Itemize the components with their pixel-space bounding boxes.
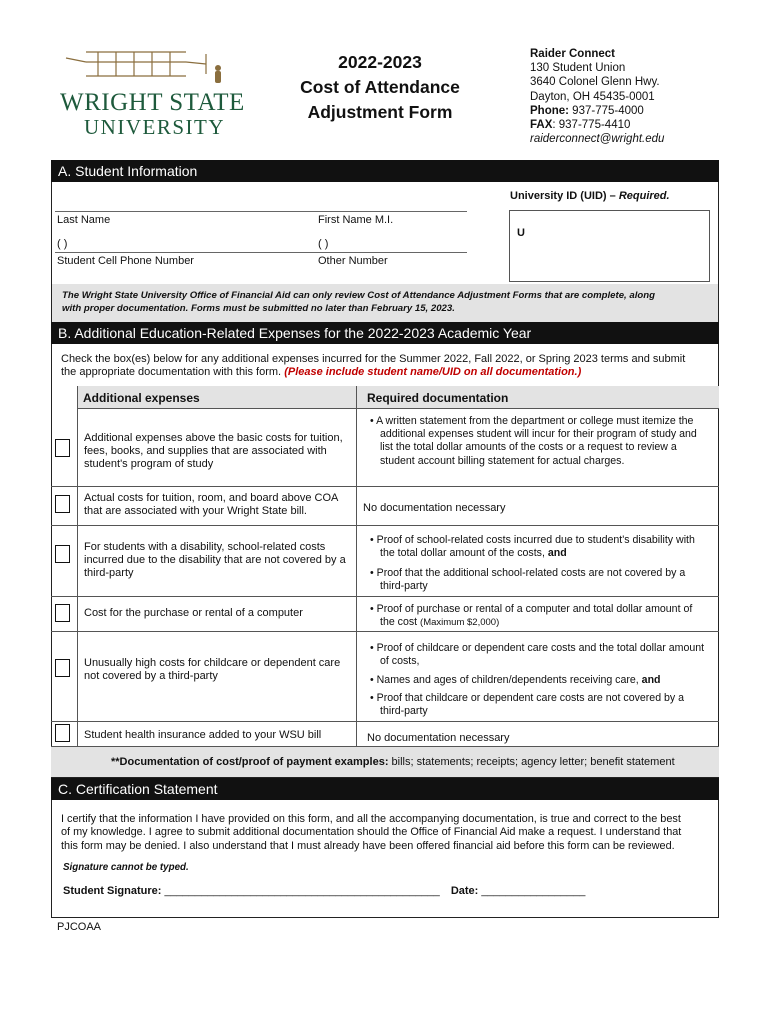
examples-heading: **Documentation of cost/proof of payment examples: — [111, 756, 389, 768]
form-code: PJCOAA — [57, 921, 102, 933]
doc-childcare-names: • Names and ages of children/dependents receiving care, and — [370, 674, 661, 686]
doc-disability-proof-text: Proof of school-related costs incurred due to student's disability with the total dollar amount of the costs, — [376, 534, 695, 560]
contact-phone — [530, 104, 664, 118]
expense-childcare: Unusually high costs for childcare or dependent care not covered by a third-party — [84, 657, 341, 682]
certification-line-1: I certify that the information I have provided on this form, and all the accompanying documentation, is true and correct to the best — [61, 813, 681, 825]
signature-line[interactable]: _____________________________________________ — [164, 885, 440, 897]
fax-label: FAX — [530, 119, 553, 132]
doc-none-1: No documentation necessary — [363, 502, 506, 514]
table-divider — [51, 631, 719, 632]
phone-label: Phone: — [530, 104, 569, 117]
table-divider — [51, 525, 719, 526]
expense-program: Additional expenses above the basic costs for tuition, fees, books, and supplies that are associated with student's program of study — [84, 432, 343, 470]
doc-none-2: No documentation necessary — [367, 732, 510, 744]
col-docs-header: Required documentation — [367, 391, 509, 405]
certification-line-2: of my knowledge. I agree to submit additional documentation should the Office of Financial Aid make a request. I understand that — [61, 826, 682, 838]
doc-childcare-proof-text: Proof of childcare or dependent care costs and the total dollar amount of costs, — [376, 642, 705, 668]
doc-program-statement-text: A written statement from the department or college must itemize the additional expenses student will incur for their program of study and list the total dollar amounts of the costs or a request to review a student account billing statement for actual charges. — [376, 415, 697, 467]
notice-line-1: The Wright State University Office of Financial Aid can only review Cost of Attendance Adjustment Forms that are complete, along — [62, 290, 655, 301]
contact-street: 130 Student Union — [530, 62, 626, 75]
doc-childcare-not-covered-text: Proof that childcare or dependent care costs are not covered by a third-party — [376, 692, 685, 718]
doc-program-statement: • A written statement from the department or college must itemize the additional expenses student will incur for their program of study and list the total dollar amounts of the costs or a request to review a student account billing statement for actual charges. — [370, 415, 697, 467]
examples-list: bills; statements; receipts; agency letter; benefit statement — [388, 756, 675, 768]
first-name-label: First Name M.I. — [318, 214, 394, 226]
cell-phone-label: Student Cell Phone Number — [57, 255, 194, 267]
checkbox-program-expenses[interactable] — [55, 439, 70, 457]
notice-line-2: with proper documentation. Forms must be submitted no later than February 15, 2023. — [62, 303, 455, 314]
form-title — [280, 50, 480, 125]
checkbox-childcare-costs[interactable] — [55, 659, 70, 677]
section-b-intro-2-text: the appropriate documentation with this form. — [61, 366, 285, 378]
table-divider — [77, 408, 719, 409]
last-name-input[interactable] — [55, 211, 467, 212]
contact-street-2: 3640 Colonel Glenn Hwy. — [530, 76, 660, 89]
table-header — [77, 386, 719, 408]
contact-name: Raider Connect — [530, 48, 615, 60]
last-name-label: Last Name — [57, 214, 111, 226]
expense-computer: Cost for the purchase or rental of a computer — [84, 607, 303, 619]
certification-line-3: this form may be denied. I also understand that I must already have been offered financial aid before this form can be reviewed. — [61, 840, 675, 852]
date-label: Date: — [450, 885, 482, 897]
contact-email[interactable]: raiderconnect@wright.edu — [530, 133, 665, 146]
doc-childcare-names-text: Names and ages of children/dependents receiving care, — [376, 674, 642, 686]
other-number-label: Other Number — [318, 255, 388, 267]
section-c-heading: C. Certification Statement — [51, 778, 719, 800]
section-b-heading: B. Additional Education-Related Expenses for the 2022-2023 Academic Year — [51, 322, 719, 344]
signature-label: Student Signature: — [63, 885, 165, 897]
form-title-line-2: Cost of Attendance — [300, 77, 460, 97]
doc-childcare-and: and — [641, 674, 661, 686]
contact-block — [530, 47, 664, 146]
uid-label — [510, 190, 670, 203]
form-title-line-3: Adjustment Form — [307, 102, 453, 122]
doc-computer-max: (Maximum $2,000) — [420, 617, 500, 629]
section-b-intro-2 — [61, 366, 581, 379]
checkbox-health-insurance[interactable] — [55, 724, 70, 742]
doc-disability-not-covered-text: Proof that the additional school-related costs are not covered by a third-party — [376, 567, 686, 593]
form-title-year: 2022-2023 — [338, 52, 422, 72]
checkbox-disability-costs[interactable] — [55, 545, 70, 563]
col-expenses-header: Additional expenses — [83, 391, 200, 405]
doc-computer-proof-text: Proof of purchase or rental of a computer and total dollar amount of the cost — [376, 603, 693, 629]
logo-wordmark: WRIGHT STATE — [60, 89, 245, 116]
table-divider — [51, 721, 719, 722]
other-phone-parens: ( ) — [318, 238, 329, 250]
checkbox-computer-cost[interactable] — [55, 604, 70, 622]
doc-computer-proof: • Proof of purchase or rental of a computer and total dollar amount of the cost (Maximum $2,000) — [370, 603, 693, 629]
expense-bill-costs: Actual costs for tuition, room, and board above COA that are associated with your Wright State bill. — [84, 492, 338, 517]
examples-note — [51, 747, 719, 777]
uid-required: Required. — [618, 190, 670, 202]
examples-text — [111, 756, 675, 769]
expense-disability: For students with a disability, school-related costs incurred due to the disability that are not covered by a third-party — [84, 541, 346, 579]
uid-label-text: University ID (UID) – — [510, 190, 619, 202]
doc-disability-not-covered: • Proof that the additional school-related costs are not covered by a third-party — [370, 567, 686, 593]
logo-subtitle: UNIVERSITY — [84, 115, 225, 139]
uid-reminder: (Please include student name/UID on all documentation.) — [284, 366, 582, 378]
checkbox-bill-costs[interactable] — [55, 495, 70, 513]
doc-disability-proof: • Proof of school-related costs incurred due to student's disability with the total dollar amount of the costs, and — [370, 534, 695, 560]
table-divider — [51, 596, 719, 597]
section-b-intro-1: Check the box(es) below for any additional expenses incurred for the Summer 2022, Fall 2022, or Spring 2023 terms and submit — [61, 353, 686, 365]
cell-phone-parens: ( ) — [57, 238, 68, 250]
table-left-border — [77, 386, 78, 746]
uid-input[interactable] — [509, 210, 710, 282]
signature-note: Signature cannot be typed. — [63, 862, 189, 873]
uid-prefix: U — [517, 227, 525, 239]
doc-childcare-not-covered: • Proof that childcare or dependent care costs are not covered by a third-party — [370, 692, 685, 718]
table-column-divider — [356, 386, 357, 746]
doc-disability-and: and — [547, 547, 567, 560]
fax-value: : 937-775-4410 — [552, 119, 631, 132]
phone-input-line[interactable] — [55, 252, 467, 253]
contact-fax — [530, 118, 664, 132]
phone-value: 937-775-4000 — [568, 104, 644, 117]
contact-city: Dayton, OH 45435-0001 — [530, 90, 655, 103]
deadline-notice — [51, 284, 719, 324]
signature-row — [63, 885, 585, 897]
table-divider — [51, 486, 719, 487]
expense-health-insurance: Student health insurance added to your WSU bill — [84, 729, 322, 741]
section-a-heading: A. Student Information — [51, 160, 719, 182]
doc-childcare-proof: • Proof of childcare or dependent care costs and the total dollar amount of costs, — [370, 642, 705, 668]
date-line[interactable]: _________________ — [481, 885, 586, 897]
